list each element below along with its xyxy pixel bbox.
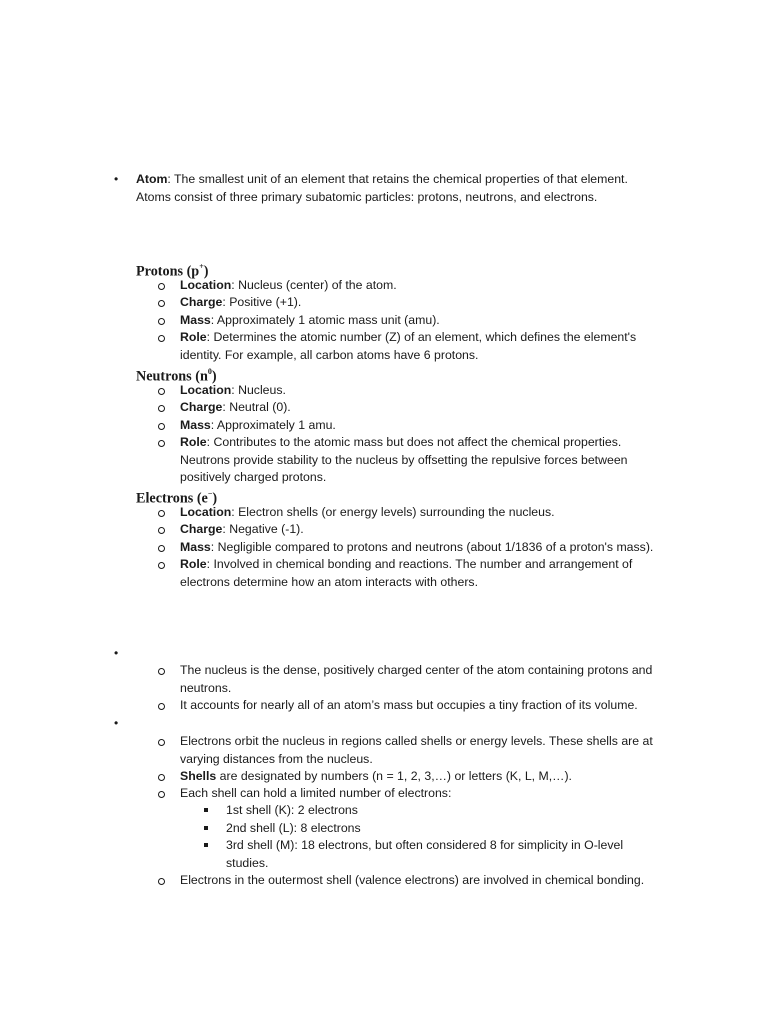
bullet-circle xyxy=(158,283,165,290)
bullet-circle xyxy=(158,440,165,447)
electrons-location: Location: Electron shells (or energy levels) surrounding the nucleus. xyxy=(180,505,555,519)
neutrons-heading: Neutrons $(n^0)$ xyxy=(136,367,217,385)
neutrons-role: Role: Contributes to the atomic mass but does not affect the chemical properties. xyxy=(180,435,622,449)
bullet-disc: • xyxy=(114,172,119,186)
bullet-circle xyxy=(158,300,165,307)
atom-definition xyxy=(136,171,628,188)
bullet-circle xyxy=(158,510,165,517)
protons-charge: Charge: Positive (+1). xyxy=(180,295,302,309)
bullet-circle xyxy=(158,318,165,325)
electrons-mass: Mass: Negligible compared to protons and neutrons (about 1/1836 of a proton's mass). xyxy=(180,540,654,554)
bullet-circle xyxy=(158,388,165,395)
shell-k: 1st shell (K): 2 electrons xyxy=(226,803,358,817)
bullet-circle xyxy=(158,703,165,710)
bullet-circle xyxy=(158,423,165,430)
bullet-circle xyxy=(158,668,165,675)
electrons-charge: Charge: Negative (-1). xyxy=(180,522,304,536)
protons-role: Role: Determines the atomic number (Z) of an element, which defines the element's xyxy=(180,330,637,344)
neutrons-charge: Charge: Neutral (0). xyxy=(180,400,291,414)
atom-def-line1: : The smallest unit of an element that retains the chemical properties of that element. xyxy=(167,172,628,186)
electrons-role: Role: Involved in chemical bonding and reactions. The number and arrangement of xyxy=(180,557,633,571)
neutrons-role-line2: Neutrons provide stability to the nucleus by offsetting the repulsive forces between xyxy=(180,452,628,467)
protons-heading: Protons (p+) xyxy=(136,262,209,280)
shell-m: 3rd shell (M): 18 electrons, but often considered 8 for simplicity in O-level xyxy=(226,838,624,852)
bullet-circle xyxy=(158,739,165,746)
protons-location: Location: Nucleus (center) of the atom. xyxy=(180,278,397,292)
shells-item-3: Each shell can hold a limited number of electrons: xyxy=(180,786,452,800)
nucleus-item-1: The nucleus is the dense, positively charged center of the atom containing protons and xyxy=(180,663,653,677)
shell-l: 2nd shell (L): 8 electrons xyxy=(226,821,361,835)
bullet-disc: • xyxy=(114,716,119,730)
bullet-square xyxy=(204,843,208,847)
bullet-circle xyxy=(158,527,165,534)
bullet-circle xyxy=(158,878,165,885)
neutrons-mass: Mass: Approximately 1 amu. xyxy=(180,418,336,432)
electrons-heading: Electrons (e−) xyxy=(136,489,218,507)
bullet-circle xyxy=(158,791,165,798)
atom-def-line2: Atoms consist of three primary subatomic particles: protons, neutrons, and electrons. xyxy=(136,189,598,204)
protons-role-line2: identity. For example, all carbon atoms have 6 protons. xyxy=(180,347,479,362)
nucleus-item-1-line2: neutrons. xyxy=(180,680,232,695)
atom-term: Atom xyxy=(136,172,168,186)
neutrons-role-line3: positively charged protons. xyxy=(180,470,327,484)
bullet-circle xyxy=(158,335,165,342)
electrons-role-line2: electrons determine how an atom interacts with others. xyxy=(180,574,479,589)
nucleus-item-2: It accounts for nearly all of an atom’s mass but occupies a tiny fraction of its volume. xyxy=(180,698,638,712)
neutrons-location: Location: Nucleus. xyxy=(180,383,286,397)
bullet-circle xyxy=(158,545,165,552)
shells-item-4: Electrons in the outermost shell (valence electrons) are involved in chemical bonding. xyxy=(180,873,645,887)
bullet-square xyxy=(204,808,208,812)
bullet-circle xyxy=(158,405,165,412)
protons-mass: Mass: Approximately 1 atomic mass unit (amu). xyxy=(180,313,440,327)
bullet-square xyxy=(204,826,208,830)
bullet-circle xyxy=(158,774,165,781)
shells-item-1: Electrons orbit the nucleus in regions called shells or energy levels. These shells are at xyxy=(180,734,653,748)
bullet-disc: • xyxy=(114,646,119,660)
shells-item-1-line2: varying distances from the nucleus. xyxy=(180,751,373,766)
shells-item-2: Shells are designated by numbers (n = 1, 2, 3,…) or letters (K, L, M,…). xyxy=(180,769,572,783)
bullet-circle xyxy=(158,562,165,569)
shell-m-line2: studies. xyxy=(226,855,269,870)
